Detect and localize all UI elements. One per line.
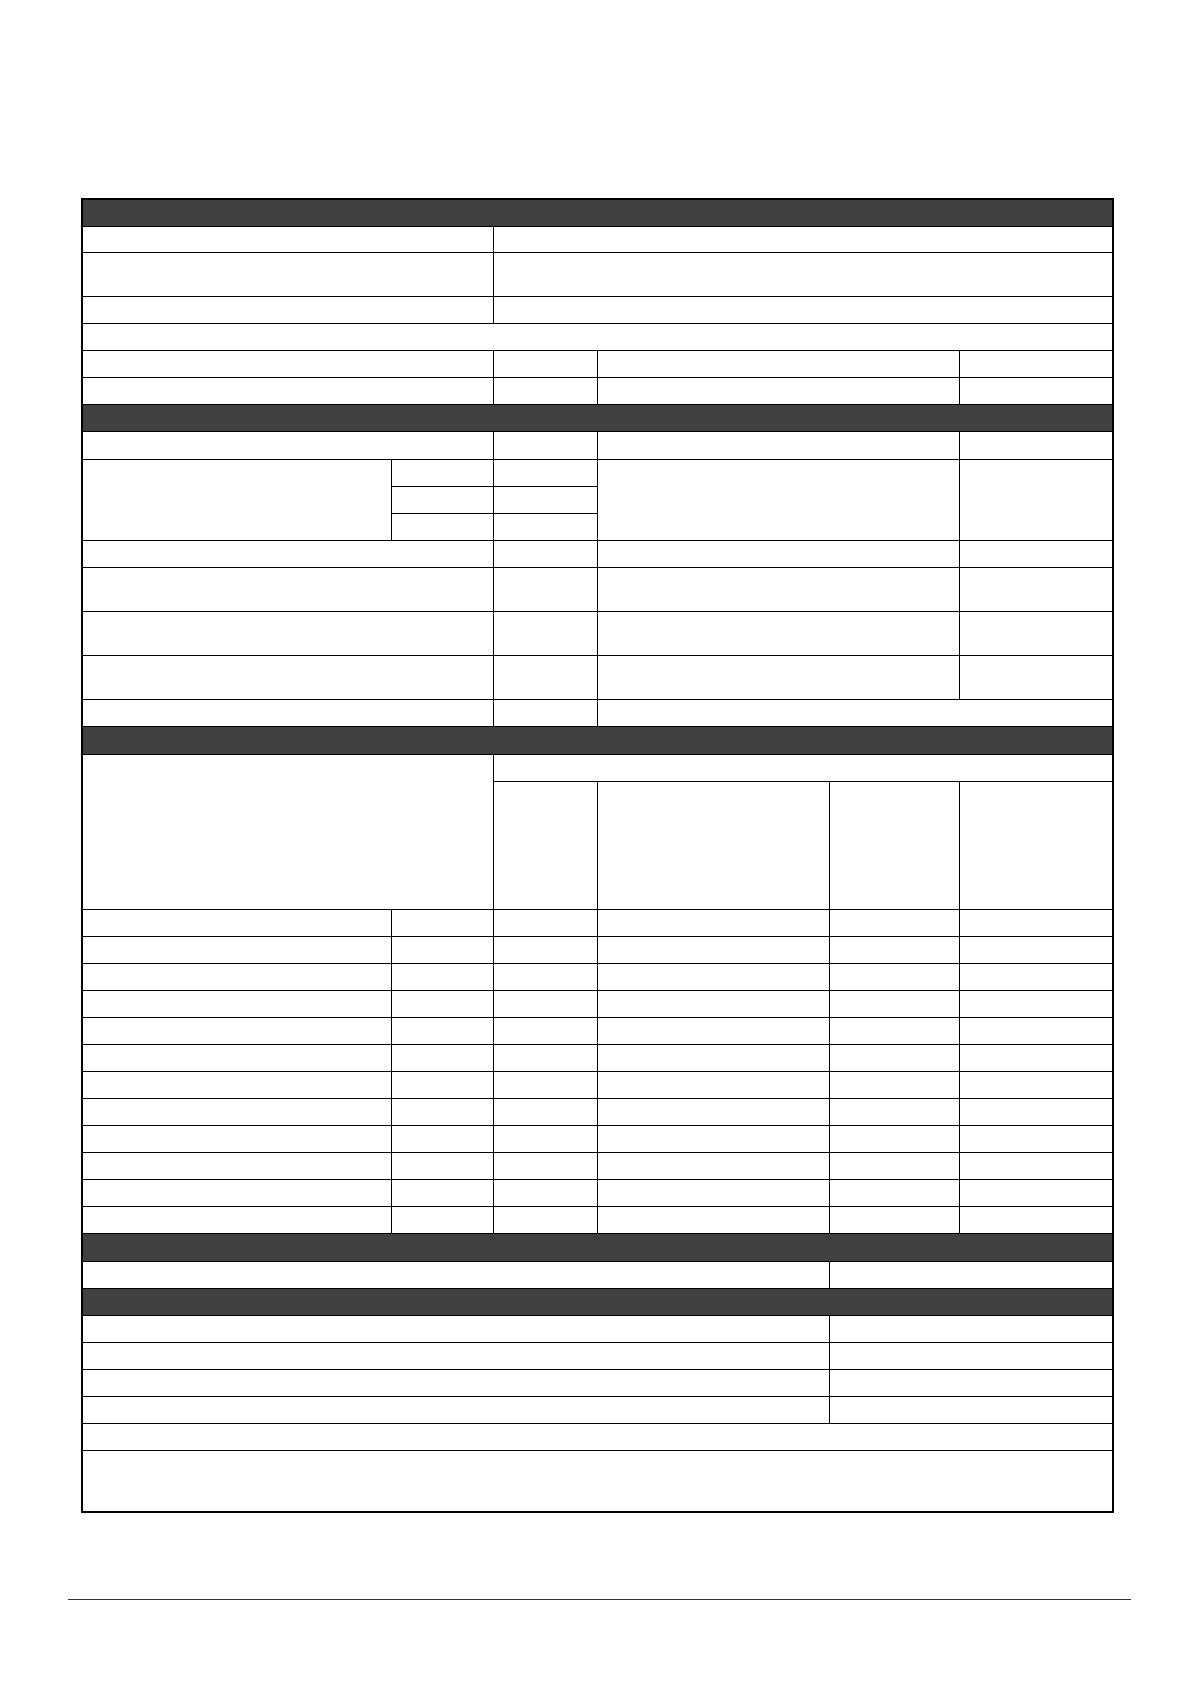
footer-divider bbox=[68, 1599, 1131, 1600]
form-frame bbox=[81, 198, 1114, 1513]
